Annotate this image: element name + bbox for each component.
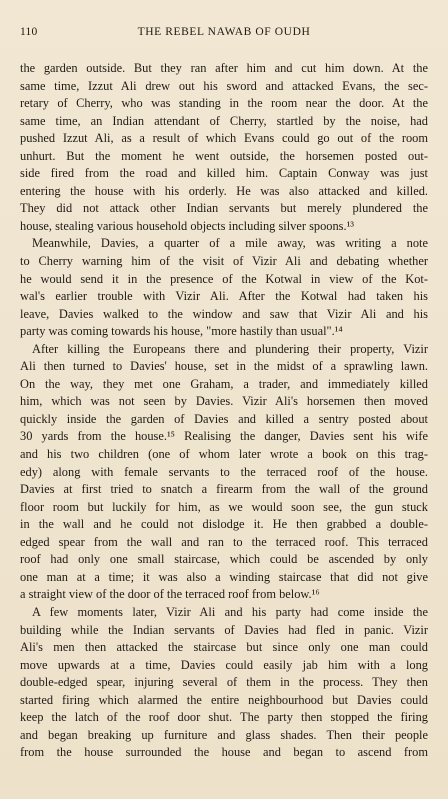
text-line: unhurt. But the moment he went outside, the horsemen posted out-: [20, 148, 428, 163]
text-line: move upwards at a time, Davies could easily jab him with a long: [20, 657, 428, 672]
text-line: same time, Izzut Ali drew out his sword and attacked Evans, the sec-: [20, 78, 428, 93]
text-line: entering the house with his orderly. He was also attacked and killed.: [20, 183, 428, 198]
text-line: building while the Indian servants of Davies had fled in panic. Vizir: [20, 622, 428, 637]
text-line: same time, an Indian attendant of Cherry, startled by the noise, had: [20, 113, 428, 128]
text-line: leave, Davies walked to the window and saw that Vizir Ali and his: [20, 306, 428, 321]
text-line: retary of Cherry, who was standing in the room near the door. At the: [20, 96, 428, 111]
text-line: and his two children (one of whom later wrote a book on this trag-: [20, 447, 428, 462]
text-line: edy) along with female servants to the terraced roof of the house.: [20, 464, 428, 479]
text-line: him, which was not seen by Davies. Vizir Ali's horsemen then moved: [20, 394, 428, 409]
text-line: house, stealing various household objects including silver spoons.¹³: [20, 218, 355, 233]
text-line: Ali then turned to Davies' house, set in the midst of a sprawling lawn.: [20, 359, 428, 374]
text-line: On the way, they met one Graham, a trader, and immediately killed: [20, 376, 428, 391]
text-line: party was coming towards his house, "more hastily than usual".¹⁴: [20, 324, 343, 339]
text-line: in the wall and he could not dislodge it. He then grabbed a double-: [20, 517, 428, 532]
text-line: quickly inside the garden of Davies and killed a sentry posted about: [20, 411, 428, 426]
text-line: roof had only one small staircase, which could be ascended by only: [20, 552, 428, 567]
text-line: Davies at first tried to snatch a firearm from the wall of the ground: [20, 482, 428, 497]
text-line: a straight view of the door of the terraced roof from below.¹⁶: [20, 587, 320, 602]
text-line: the garden outside. But they ran after him and cut him down. At the: [20, 61, 428, 75]
text-line: he would send it in the presence of the Kotwal in view of the Kot-: [20, 271, 428, 286]
text-line: double-edged spear, injuring several of them in the process. They then: [20, 675, 428, 690]
body-text: [20, 60, 428, 762]
text-line: Ali's men then attacked the staircase but since only one man could: [20, 640, 428, 655]
text-line: Meanwhile, Davies, a quarter of a mile away, was writing a note: [32, 236, 428, 251]
text-line: started firing which alarmed the entire neighbourhood but Davies could: [20, 692, 428, 707]
running-head: [20, 26, 428, 42]
text-line: After killing the Europeans there and plundering their property, Vizir: [32, 341, 428, 356]
text-line: They did not attack other Indian servants but merely plundered the: [20, 201, 428, 216]
text-line: and began breaking up furniture and glass shades. Then their people: [20, 727, 428, 742]
text-line: A few moments later, Vizir Ali and his party had come inside the: [32, 604, 428, 619]
text-line: pushed Izzut Ali, as a result of which Evans could go out of the room: [20, 131, 428, 146]
text-line: wal's earlier trouble with Vizir Ali. After the Kotwal had taken his: [20, 289, 428, 304]
page-number: 110: [20, 26, 38, 38]
text-line: keep the latch of the roof door shut. The party then stopped the firing: [20, 710, 428, 725]
text-line: one man at a time; it was also a winding staircase that did not give: [20, 569, 428, 584]
text-line: from the house surrounded the house and began to ascend from: [20, 745, 428, 760]
text-line: to Cherry warning him of the visit of Vizir Ali and debating whether: [20, 254, 428, 269]
text-line: floor room but luckily for him, as we would soon see, the gun stuck: [20, 499, 428, 514]
text-line: 30 yards from the house.¹⁵ Realising the danger, Davies sent his wife: [20, 429, 428, 444]
book-title: THE REBEL NAWAB OF OUDH: [137, 26, 311, 38]
text-line: edged spear from the wall and ran to the terraced roof. This terraced: [20, 534, 428, 549]
text-line: side fired from the road and killed him. Captain Conway was just: [20, 166, 428, 181]
